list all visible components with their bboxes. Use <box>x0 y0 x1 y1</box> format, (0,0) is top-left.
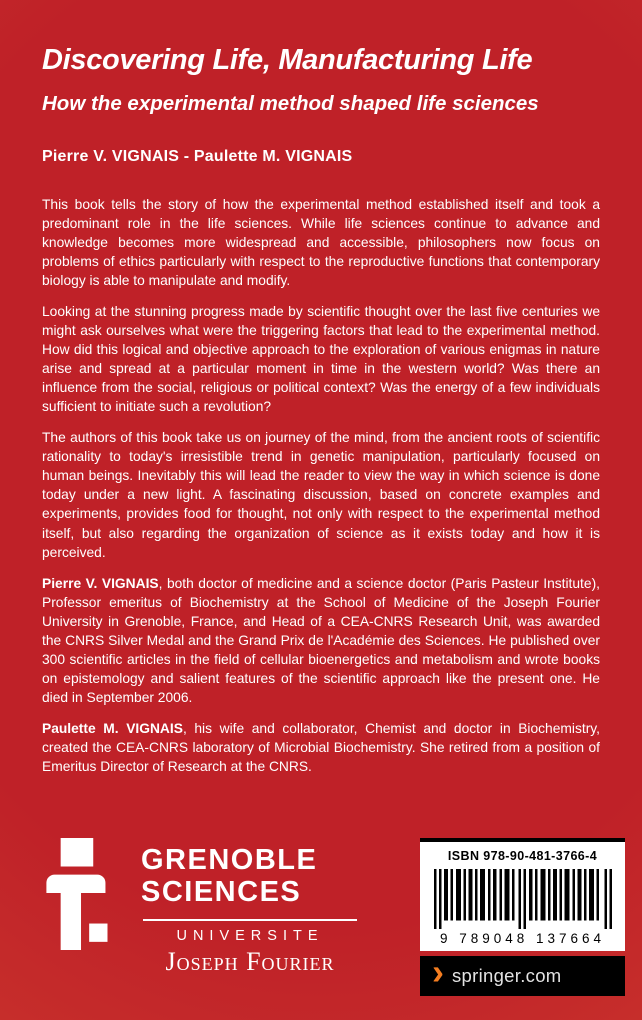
isbn-column <box>420 838 625 996</box>
author-bio-pierre-text: , both doctor of medicine and a science doctor (Paris Pasteur Institute), Professor emeritus of Biochemistry at the School of Medicine of the Joseph Fourier University in Grenoble, France, and Head of a CEA-CNRS Research Unit, was awarded the CNRS Silver Medal and the Grand Prix de l'Académie des Sciences. He published over 300 scientific articles in the field of cellular bioenergetics and metabolism and wrote books on epistemology and salient features of the scientific approach like the present one. He died in September 2006. <box>42 575 600 705</box>
springer-bar <box>420 951 625 996</box>
publisher-text <box>141 838 359 977</box>
author-bio-paulette <box>42 719 600 776</box>
springer-url: springer.com <box>452 965 562 986</box>
authors-line: Pierre V. VIGNAIS - Paulette M. VIGNAIS <box>42 148 353 165</box>
book-title: Discovering Life, Manufacturing Life <box>42 44 533 76</box>
barcode-digits: 9 789048 137664 <box>439 931 606 946</box>
book-subtitle: How the experimental method shaped life sciences <box>42 92 539 115</box>
synopsis-paragraph-1: This book tells the story of how the experimental method established itself and took a predominant role in the life sciences. While life sciences continue to advance and knowledge becomes more widespread and accessible, philosophers now focus on problems of ethics particularly with respect to the reproductive functions that contemporary biology is able to manipulate and modify. <box>42 197 600 289</box>
author-bio-paulette-name: Paulette M. VIGNAIS <box>42 720 183 736</box>
isbn-label: ISBN 978-90-481-3766-4 <box>447 849 598 863</box>
author-bio-pierre <box>42 574 600 707</box>
barcode <box>434 869 612 929</box>
footer <box>32 838 625 996</box>
publisher-divider <box>143 919 357 921</box>
synopsis-paragraph-3: The authors of this book take us on journey of the mind, from the ancient roots of scientific rationality to today's irresistible trend in genetic manipulation, particularly focused on human beings. Inevitably this will lead the reader to view the way in which science is done today under a new light. A fascinating discussion, based on concrete examples and experiments, provides food for thought, not only with respect to the experimental method itself, but also regarding the organization of science as it exists today and how it is perceived. <box>42 430 600 560</box>
grenoble-sciences-logo <box>32 838 128 950</box>
publisher-name-line-2: SCIENCES <box>141 876 302 909</box>
springer-chevron-icon: › <box>432 951 444 992</box>
university-name: Joseph Fourier <box>165 946 335 976</box>
publisher-block <box>32 838 359 977</box>
isbn-box <box>420 838 625 951</box>
author-bio-paulette-text: , his wife and collaborator, Chemist and doctor in Biochemistry, created the CEA-CNRS laboratory of Microbial Biochemistry. She retired from a position of Emeritus Director of Research at the CNRS. <box>42 720 600 774</box>
publisher-name-line-1: GRENOBLE <box>141 844 318 876</box>
author-bio-pierre-name: Pierre V. VIGNAIS <box>42 575 159 591</box>
synopsis-paragraph-2: Looking at the stunning progress made by scientific thought over the last five centuries we might ask ourselves what were the triggering factors that lead to the experimental method. How did this logical and objective approach to the exploration of various enigmas in nature arise and spread at a particular moment in time in the western world? Was there an influence from the social, religious or political context? Was the energy of a few individuals sufficient to initiate such a revolution? <box>42 304 600 415</box>
university-label: UNIVERSITE <box>176 927 324 944</box>
